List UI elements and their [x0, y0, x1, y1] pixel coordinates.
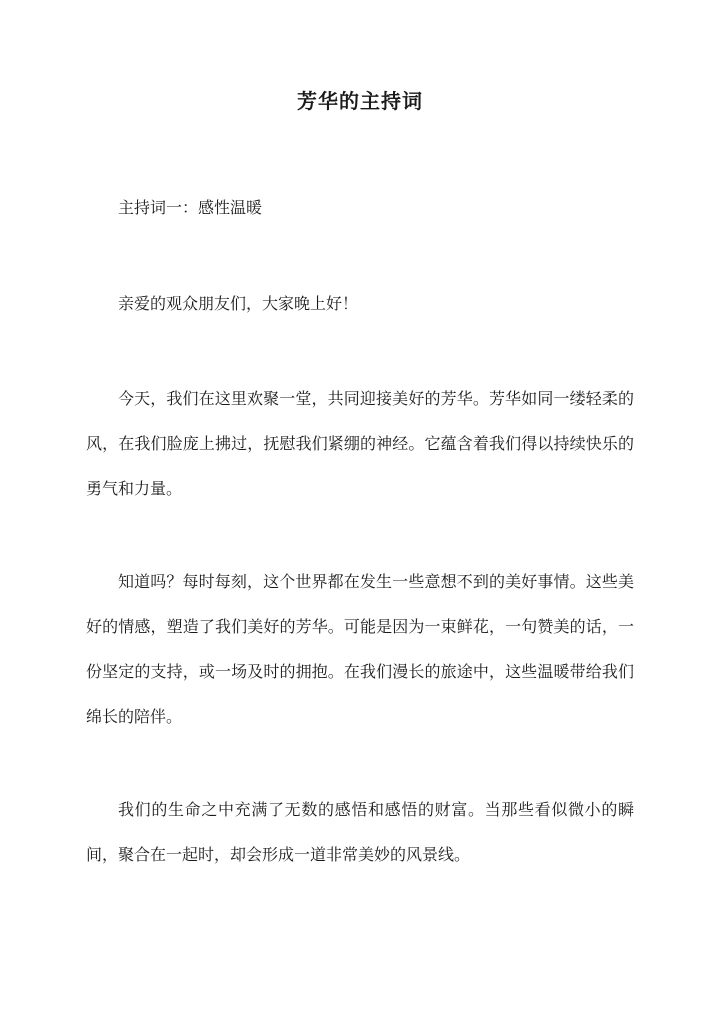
- body-paragraph-2: 知道吗？每时每刻，这个世界都在发生一些意想不到的美好事情。这些美好的情感，塑造了我们美好的芳华。可能是因为一束鲜花，一句赞美的话，一份坚定的支持，或一场及时的拥抱。在我们漫长的旅途中，这些温暖带给我们绵长的陪伴。: [86, 572, 634, 726]
- body-paragraph-1: 今天，我们在这里欢聚一堂，共同迎接美好的芳华。芳华如同一缕轻柔的风，在我们脸庞上拂过，抚慰我们紧绷的神经。它蕴含着我们得以持续快乐的勇气和力量。: [86, 389, 634, 498]
- body-paragraph-3: 我们的生命之中充满了无数的感悟和感悟的财富。当那些看似微小的瞬间，聚合在一起时，却会形成一道非常美妙的风景线。: [86, 800, 634, 864]
- greeting-paragraph: 亲爱的观众朋友们，大家晚上好！: [118, 294, 359, 313]
- document-title: 芳华的主持词: [297, 89, 423, 113]
- section-heading: 主持词一：感性温暖: [118, 198, 263, 217]
